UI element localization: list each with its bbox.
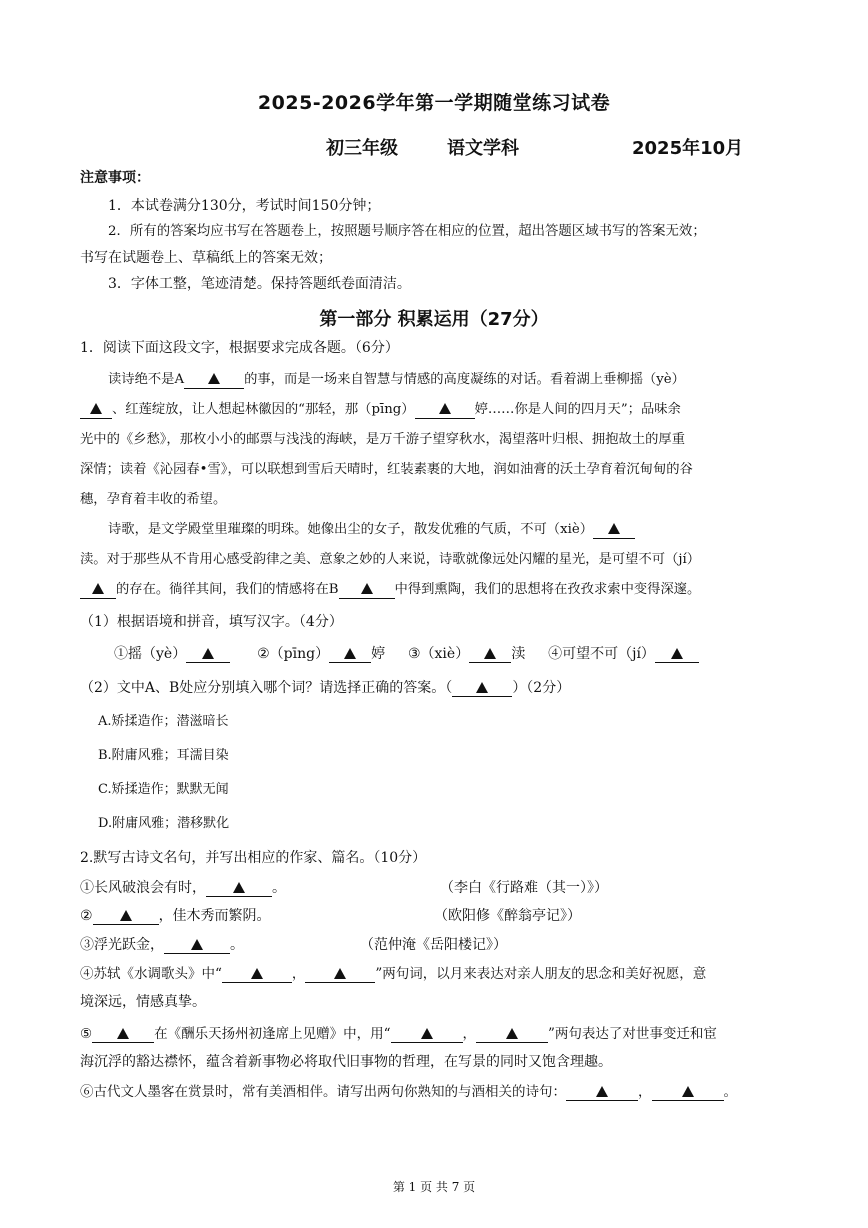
- q1-passage-line: 读诗绝不是A 的事，而是一场来自智慧与情感的高度凝练的对话。看着湖上垂柳摇（yè）: [108, 372, 685, 387]
- notice-item-2-cont: 书写在试题卷上、草稿纸上的答案无效；: [80, 250, 332, 266]
- blank-ye[interactable]: [80, 402, 112, 419]
- triangle-icon: [506, 1028, 518, 1039]
- notice-heading: 注意事项：: [80, 170, 150, 186]
- triangle-icon: [233, 882, 245, 893]
- q2-item-4: ④苏轼《水调歌头》中“ ， ”两句词，以月来表达对亲人朋友的思念和美好祝愿，意: [80, 966, 707, 982]
- page-footer: 第 1 页 共 7 页: [392, 1180, 476, 1194]
- q2-item-3-source: （范仲淹《岳阳楼记》）: [360, 937, 507, 953]
- answer-blank[interactable]: [164, 937, 230, 954]
- triangle-icon: [202, 648, 214, 659]
- answer-blank[interactable]: [92, 1026, 154, 1043]
- blank-ji[interactable]: [80, 582, 116, 599]
- q2-item-1: ①长风破浪会有时， 。: [80, 880, 286, 896]
- triangle-icon: [208, 373, 220, 384]
- answer-blank-1[interactable]: [186, 646, 230, 663]
- answer-blank-3[interactable]: [469, 646, 511, 663]
- triangle-icon: [682, 1086, 694, 1097]
- section-title: 第一部分 积累运用（27分）: [319, 309, 549, 330]
- blank-a[interactable]: [184, 372, 244, 389]
- q2-stem: 2.默写古诗文名句，并写出相应的作家、篇名。（10分）: [80, 850, 427, 866]
- triangle-icon: [484, 648, 496, 659]
- answer-blank[interactable]: [222, 966, 292, 983]
- triangle-icon: [191, 939, 203, 950]
- q2-item-5: ⑤ 在《酬乐天扬州初逢席上见赠》中，用“ ， ”两句表达了对世事变迁和宦: [80, 1026, 717, 1042]
- q2-item-4-cont: 境深远，情感真挚。: [80, 994, 206, 1010]
- q1-passage-line: 光中的《乡愁》，那枚小小的邮票与浅浅的海峡，是万千游子望穿秋水，渴望落叶归根、拥抱故土的厚重: [80, 432, 686, 447]
- q1-sub1-items: ①摇（yè） ②（pīng） 婷 ③（xiè） 渎 ④可望不可（jí）: [114, 644, 699, 664]
- q2-item-6: ⑥古代文人墨客在赏景时，常有美酒相伴。请写出两句你熟知的与酒相关的诗句： ， 。: [80, 1084, 737, 1100]
- answer-blank[interactable]: [566, 1084, 638, 1101]
- q1-passage-line: 穗，孕育着丰收的希望。: [80, 492, 227, 507]
- q2-item-2: ② ，佳木秀而繁阴。: [80, 908, 271, 924]
- answer-blank[interactable]: [93, 908, 159, 925]
- q1-passage-line: 深情；读着《沁园春•雪》，可以联想到雪后天晴时，红装素裹的大地，润如油膏的沃土孕育着沉甸甸的谷: [80, 462, 693, 477]
- option-a[interactable]: A.矫揉造作；潜滋暗长: [98, 714, 229, 729]
- triangle-icon: [334, 968, 346, 979]
- triangle-icon: [92, 583, 104, 594]
- triangle-icon: [251, 968, 263, 979]
- q2-item-1-source: （李白《行路难（其一）》）: [440, 880, 608, 896]
- answer-blank-2[interactable]: [329, 646, 371, 663]
- blank-b[interactable]: [339, 582, 395, 599]
- q1-passage-line: 的存在。徜徉其间，我们的情感将在B 中得到熏陶，我们的思想将在孜孜求索中变得深邃。: [80, 580, 700, 600]
- q1-sub2: （2）文中A、B处应分别填入哪个词？请选择正确的答案。（ ）（2分）: [80, 680, 571, 696]
- q2-item-3: ③浮光跃金， 。: [80, 937, 244, 953]
- q1-passage-line: 、红莲绽放，让人想起林徽因的“那轻，那（pīng） 婷……你是人间的四月天”；品味余: [80, 400, 681, 420]
- grade-label: 初三年级: [326, 138, 398, 159]
- blank-ping[interactable]: [415, 402, 475, 419]
- option-c[interactable]: C.矫揉造作；默默无闻: [98, 782, 229, 797]
- triangle-icon: [421, 1028, 433, 1039]
- exam-date: 2025年10月: [632, 138, 744, 159]
- choice-blank[interactable]: [452, 680, 512, 697]
- triangle-icon: [117, 1028, 129, 1039]
- q2-item-2-source: （欧阳修《醉翁亭记》）: [434, 908, 581, 924]
- blank-xie[interactable]: [593, 522, 635, 539]
- answer-blank[interactable]: [206, 880, 272, 897]
- answer-blank[interactable]: [652, 1084, 724, 1101]
- answer-blank-4[interactable]: [655, 646, 699, 663]
- notice-item-2: 2．所有的答案均应书写在答题卷上，按照题号顺序答在相应的位置，超出答题区域书写的答案无效；: [108, 224, 706, 239]
- q1-stem: 1．阅读下面这段文字，根据要求完成各题。（6分）: [80, 340, 399, 356]
- q1-passage-line: 诗歌，是文学殿堂里璀璨的明珠。她像出尘的女子，散发优雅的气质，不可（xiè）: [108, 520, 635, 540]
- triangle-icon: [476, 682, 488, 693]
- triangle-icon: [344, 648, 356, 659]
- triangle-icon: [120, 910, 132, 921]
- option-b[interactable]: B.附庸风雅；耳濡目染: [98, 748, 229, 763]
- option-d[interactable]: D.附庸风雅；潜移默化: [98, 816, 230, 831]
- q1-sub1: （1）根据语境和拼音，填写汉字。（4分）: [80, 614, 343, 630]
- triangle-icon: [439, 403, 451, 414]
- answer-blank[interactable]: [391, 1026, 463, 1043]
- triangle-icon: [671, 648, 683, 659]
- answer-blank[interactable]: [305, 966, 375, 983]
- triangle-icon: [608, 523, 620, 534]
- subject-label: 语文学科: [447, 138, 519, 159]
- notice-item-3: 3．字体工整，笔迹清楚。保持答题纸卷面清洁。: [108, 276, 411, 292]
- triangle-icon: [596, 1086, 608, 1097]
- q1-passage-line: 渎。对于那些从不肯用心感受韵律之美、意象之妙的人来说，诗歌就像远处闪耀的星光，是可望不可（jí）: [80, 552, 701, 567]
- exam-title: 2025-2026学年第一学期随堂练习试卷: [257, 92, 611, 114]
- q2-item-5-cont: 海沉浮的豁达襟怀，蕴含着新事物必将取代旧事物的哲理，在写景的同时又饱含理趣。: [80, 1054, 612, 1070]
- notice-item-1: 1．本试卷满分130分，考试时间150分钟；: [108, 198, 381, 214]
- triangle-icon: [361, 583, 373, 594]
- answer-blank[interactable]: [476, 1026, 548, 1043]
- triangle-icon: [90, 403, 102, 414]
